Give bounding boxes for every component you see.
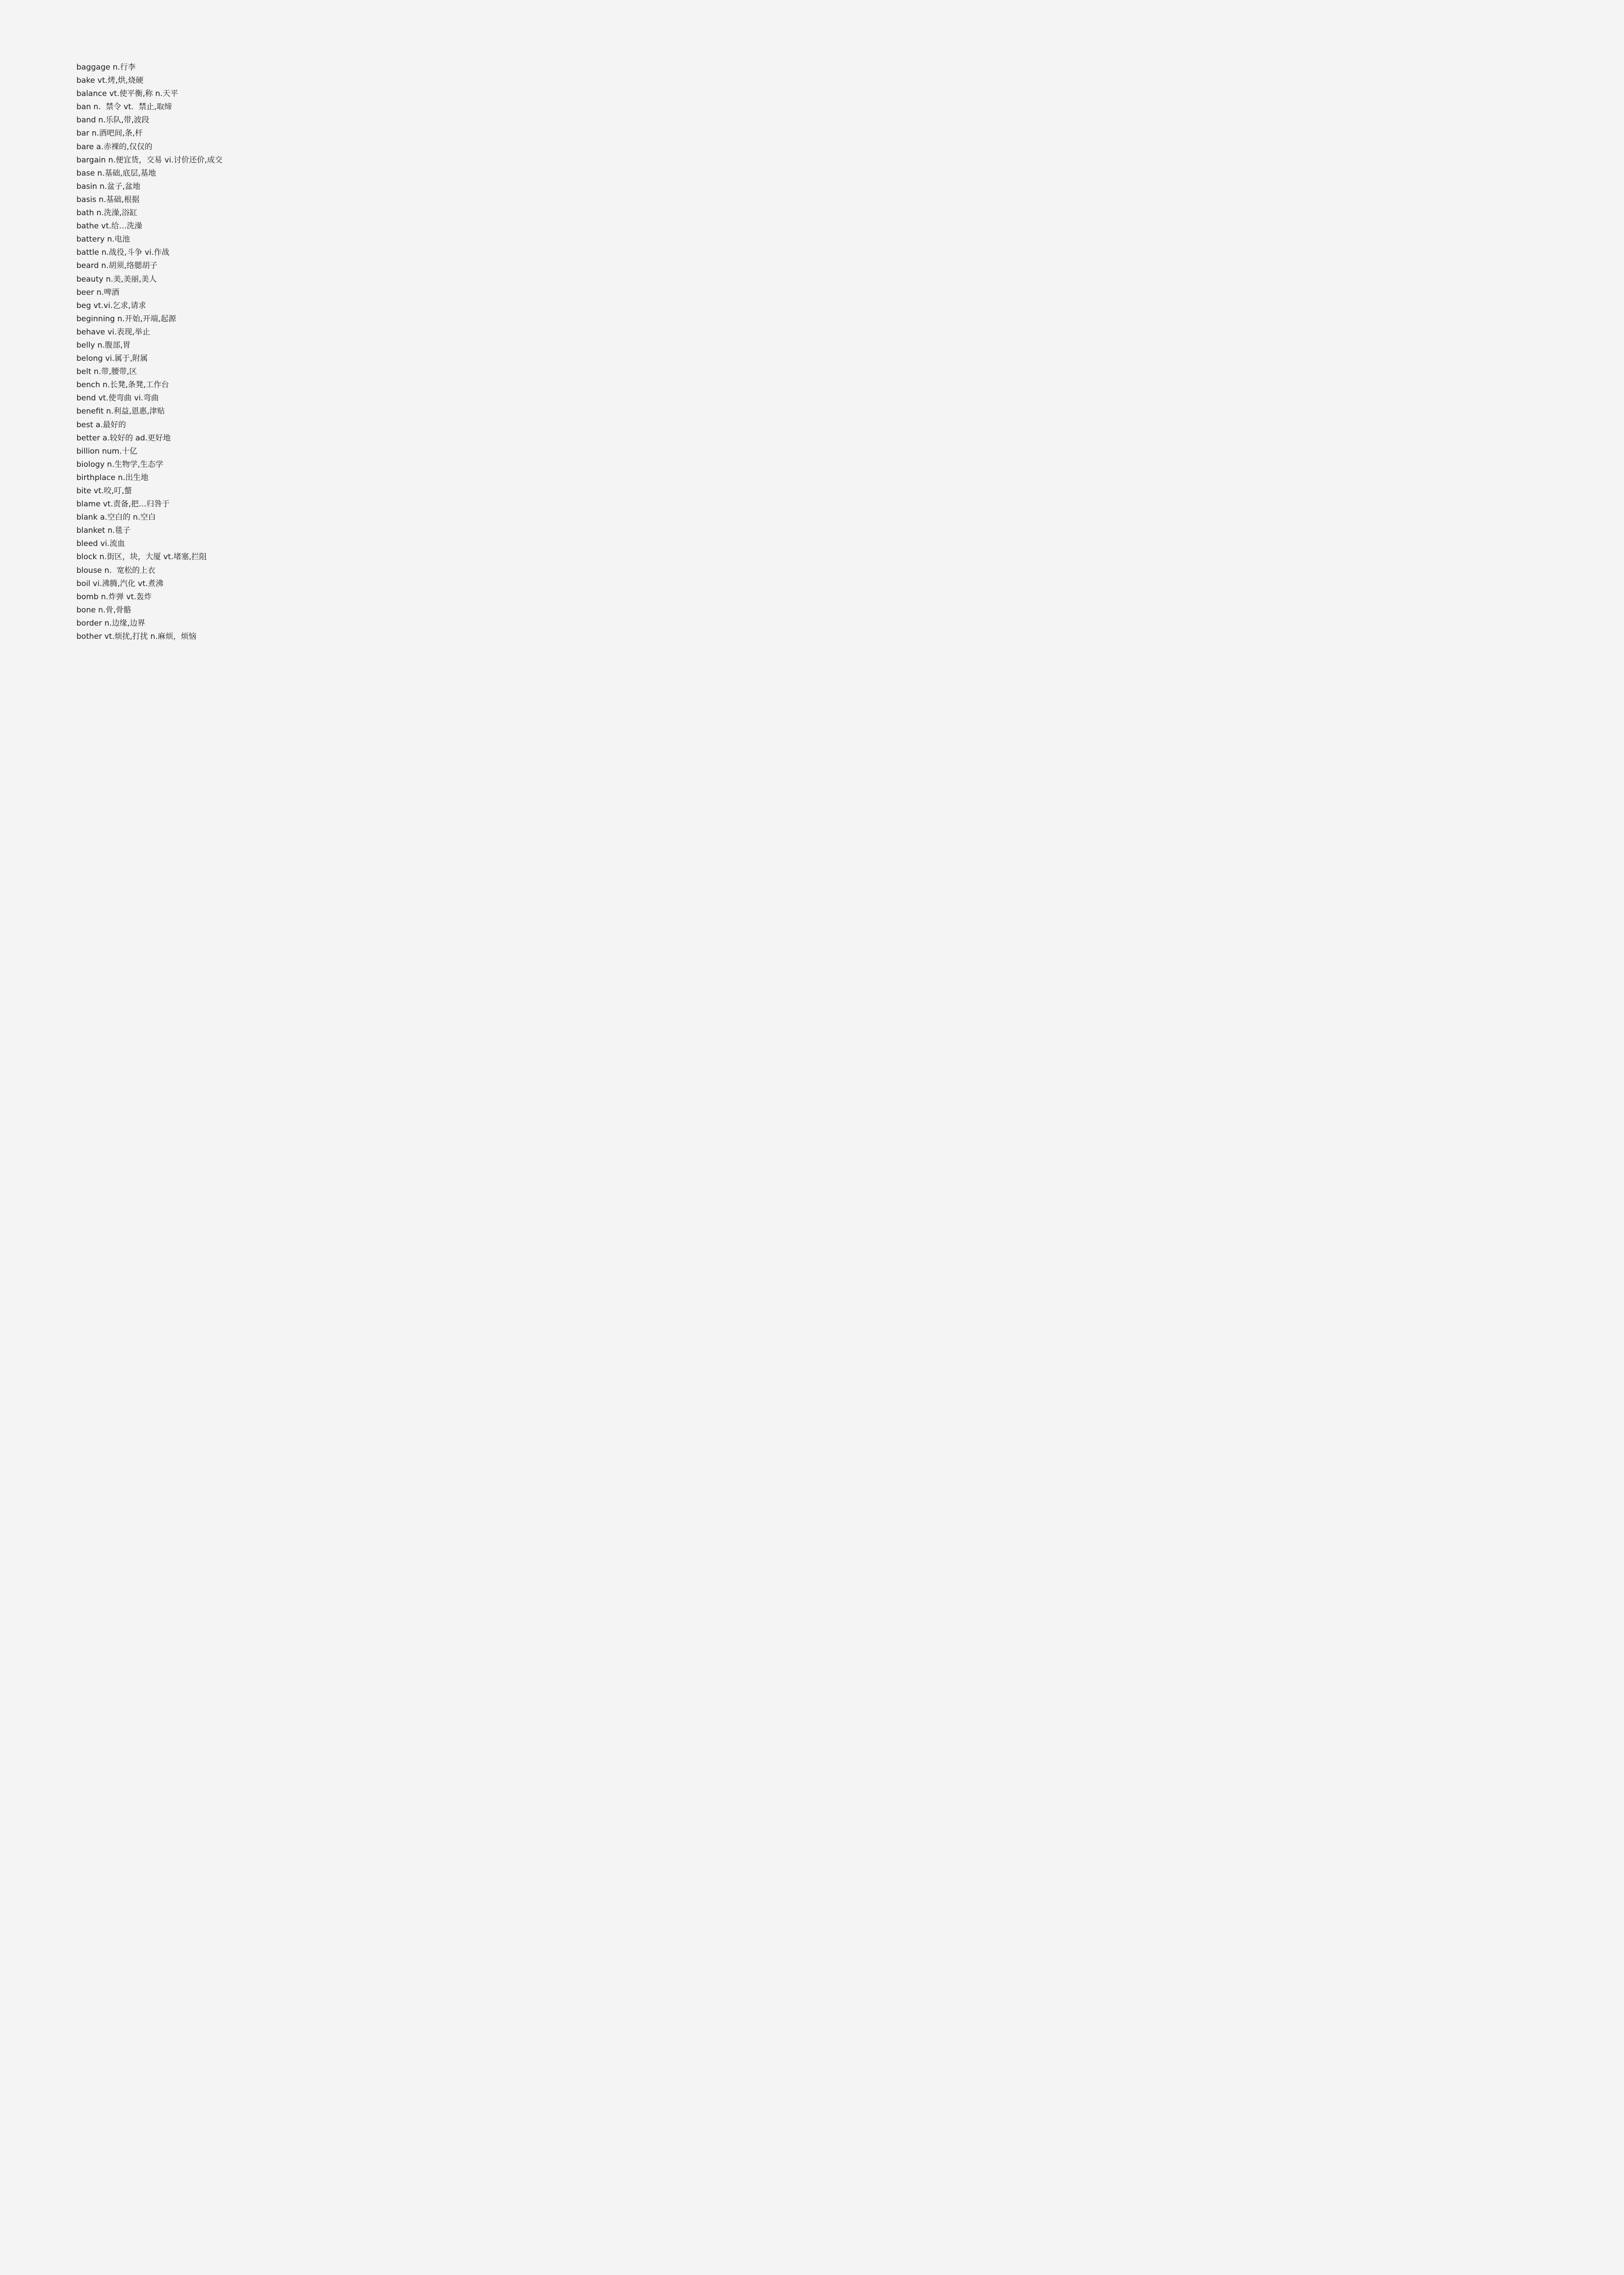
vocabulary-entry: ban n. 禁令 vt. 禁止,取缔: [76, 102, 172, 112]
vocabulary-entry: basin n.盆子,盆地: [76, 182, 141, 191]
vocabulary-entry: bite vt.咬,叮,螫: [76, 486, 132, 495]
vocabulary-list: [76, 61, 222, 643]
vocabulary-entry: bomb n.炸弹 vt.轰炸: [76, 592, 152, 602]
vocabulary-entry: behave vi.表现,举止: [76, 327, 150, 337]
vocabulary-entry: battery n.电池: [76, 235, 130, 244]
vocabulary-entry: bath n.洗澡,浴缸: [76, 208, 137, 218]
vocabulary-entry: basis n.基础,根据: [76, 195, 140, 204]
vocabulary-entry: bar n.酒吧间,条,杆: [76, 129, 143, 138]
vocabulary-entry: belt n.带,腰带,区: [76, 367, 137, 377]
vocabulary-entry: battle n.战役,斗争 vi.作战: [76, 248, 170, 258]
vocabulary-entry: biology n.生物学,生态学: [76, 460, 163, 469]
vocabulary-entry: bench n.长凳,条凳,工作台: [76, 380, 169, 390]
vocabulary-entry: balance vt.使平衡,称 n.天平: [76, 89, 178, 99]
vocabulary-entry: border n.边缘,边界: [76, 618, 146, 628]
vocabulary-entry: boil vi.沸腾,汽化 vt.煮沸: [76, 579, 164, 588]
vocabulary-entry: bone n.骨,骨骼: [76, 605, 131, 615]
vocabulary-entry: blame vt.责备,把…归咎于: [76, 500, 170, 509]
vocabulary-entry: belly n.腹部,胃: [76, 340, 131, 350]
vocabulary-entry: bathe vt.给…洗澡: [76, 222, 142, 231]
vocabulary-entry: blanket n.毯子: [76, 526, 131, 536]
vocabulary-entry: bare a.赤裸的,仅仅的: [76, 142, 152, 152]
vocabulary-entry: beard n.胡须,络腮胡子: [76, 261, 158, 271]
vocabulary-entry: bleed vi.流血: [76, 539, 125, 549]
document-page: [0, 0, 504, 713]
vocabulary-entry: better a.较好的 ad.更好地: [76, 433, 171, 443]
vocabulary-entry: base n.基础,底层,基地: [76, 168, 156, 178]
vocabulary-entry: band n.乐队,带,波段: [76, 116, 150, 125]
vocabulary-entry: bargain n.便宜货，交易 vi.讨价还价,成交: [76, 155, 223, 165]
vocabulary-entry: beginning n.开始,开端,起源: [76, 314, 176, 324]
vocabulary-entry: blouse n. 宽松的上衣: [76, 566, 156, 575]
vocabulary-entry: beauty n.美,美丽,美人: [76, 274, 157, 284]
vocabulary-entry: beg vt.vi.乞求,请求: [76, 301, 146, 310]
vocabulary-entry: bake vt.烤,烘,烧硬: [76, 76, 144, 86]
vocabulary-entry: bother vt.烦扰,打扰 n.麻烦，烦恼: [76, 632, 197, 642]
vocabulary-entry: best a.最好的: [76, 420, 126, 430]
vocabulary-entry: beer n.啤酒: [76, 288, 120, 297]
vocabulary-entry: baggage n.行李: [76, 63, 136, 72]
vocabulary-entry: benefit n.利益,恩惠,津贴: [76, 407, 165, 416]
vocabulary-entry: block n.街区，块，大厦 vt.堵塞,拦阻: [76, 552, 207, 562]
vocabulary-entry: birthplace n.出生地: [76, 473, 149, 482]
vocabulary-entry: blank a.空白的 n.空白: [76, 513, 156, 522]
vocabulary-entry: bend vt.使弯曲 vi.弯曲: [76, 394, 159, 403]
vocabulary-entry: belong vi.属于,附属: [76, 354, 148, 364]
vocabulary-entry: billion num.十亿: [76, 446, 137, 456]
